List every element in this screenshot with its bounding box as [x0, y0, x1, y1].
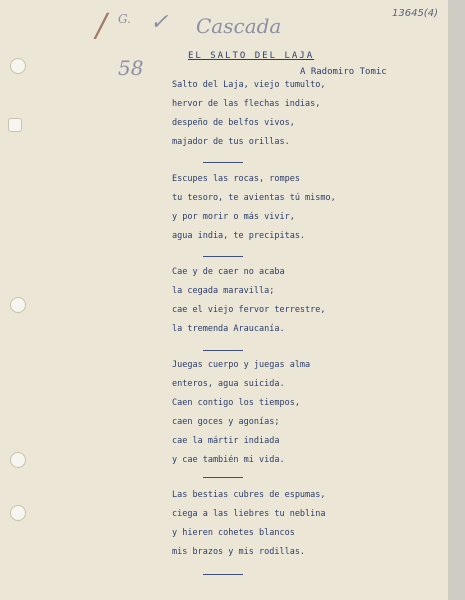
poem-line: Cae y de caer no acaba	[172, 267, 285, 277]
stanza-divider	[203, 350, 243, 351]
poem-line: y por morir o más vivir,	[172, 212, 295, 222]
stanza-5	[172, 486, 326, 562]
poem-line: enteros, agua suicida.	[172, 379, 285, 389]
poem-line: caen goces y agonías;	[172, 417, 280, 427]
poem-line: cae la mártir indiada	[172, 436, 280, 446]
poem-line: tu tesoro, te avientas tú mismo,	[172, 193, 336, 203]
poem-line: ciega a las liebres tu neblina	[172, 509, 326, 519]
stanza-divider	[203, 477, 243, 478]
stanza-1	[172, 76, 326, 152]
checkmark-icon: ✓	[150, 10, 169, 35]
stanza-divider	[203, 256, 243, 257]
poem-line: cae el viejo fervor terrestre,	[172, 305, 326, 315]
poem-title: EL SALTO DEL LAJA	[188, 51, 315, 61]
poem-line: la cegada maravilla;	[172, 286, 275, 296]
handwritten-mark-g: G.	[118, 12, 131, 26]
poem-line: Escupes las rocas, rompes	[172, 174, 300, 184]
poem-line: y cae también mi vida.	[172, 455, 285, 465]
poem-line: majador de tus orillas.	[172, 137, 290, 147]
stanza-4	[172, 356, 310, 470]
binder-hole	[10, 58, 26, 74]
binder-hole	[10, 505, 26, 521]
stanza-divider	[203, 162, 243, 163]
poem-line: mis brazos y mis rodillas.	[172, 547, 306, 557]
poem-line: y hieren cohetes blancos	[172, 528, 295, 538]
archive-reference: 13645(4)	[392, 8, 438, 19]
poem-line: la tremenda Araucanía.	[172, 324, 285, 334]
stanza-2	[172, 170, 336, 246]
stanza-3	[172, 263, 326, 339]
stanza-divider	[203, 574, 243, 575]
poem-line: Salto del Laja, viejo tumulto,	[172, 80, 326, 90]
poem-line: Las bestias cubres de espumas,	[172, 490, 326, 500]
poem-line: despeño de belfos vivos,	[172, 118, 295, 128]
handwritten-annotation: Cascada	[196, 14, 282, 38]
poem-line: Caen contigo los tiempos,	[172, 398, 300, 408]
binder-hole	[10, 452, 26, 468]
poem-line: hervor de las flechas indias,	[172, 99, 321, 109]
poem-line: Juegas cuerpo y juegas alma	[172, 360, 311, 370]
scan-margin	[448, 0, 465, 600]
handwritten-number: 58	[118, 56, 144, 80]
binder-hole	[10, 297, 26, 313]
poem-line: agua india, te precipitas.	[172, 231, 306, 241]
pencil-scribble-mark: /	[96, 6, 107, 44]
binder-hole	[8, 118, 22, 132]
poem-dedication: A Radomiro Tomic	[300, 67, 387, 77]
